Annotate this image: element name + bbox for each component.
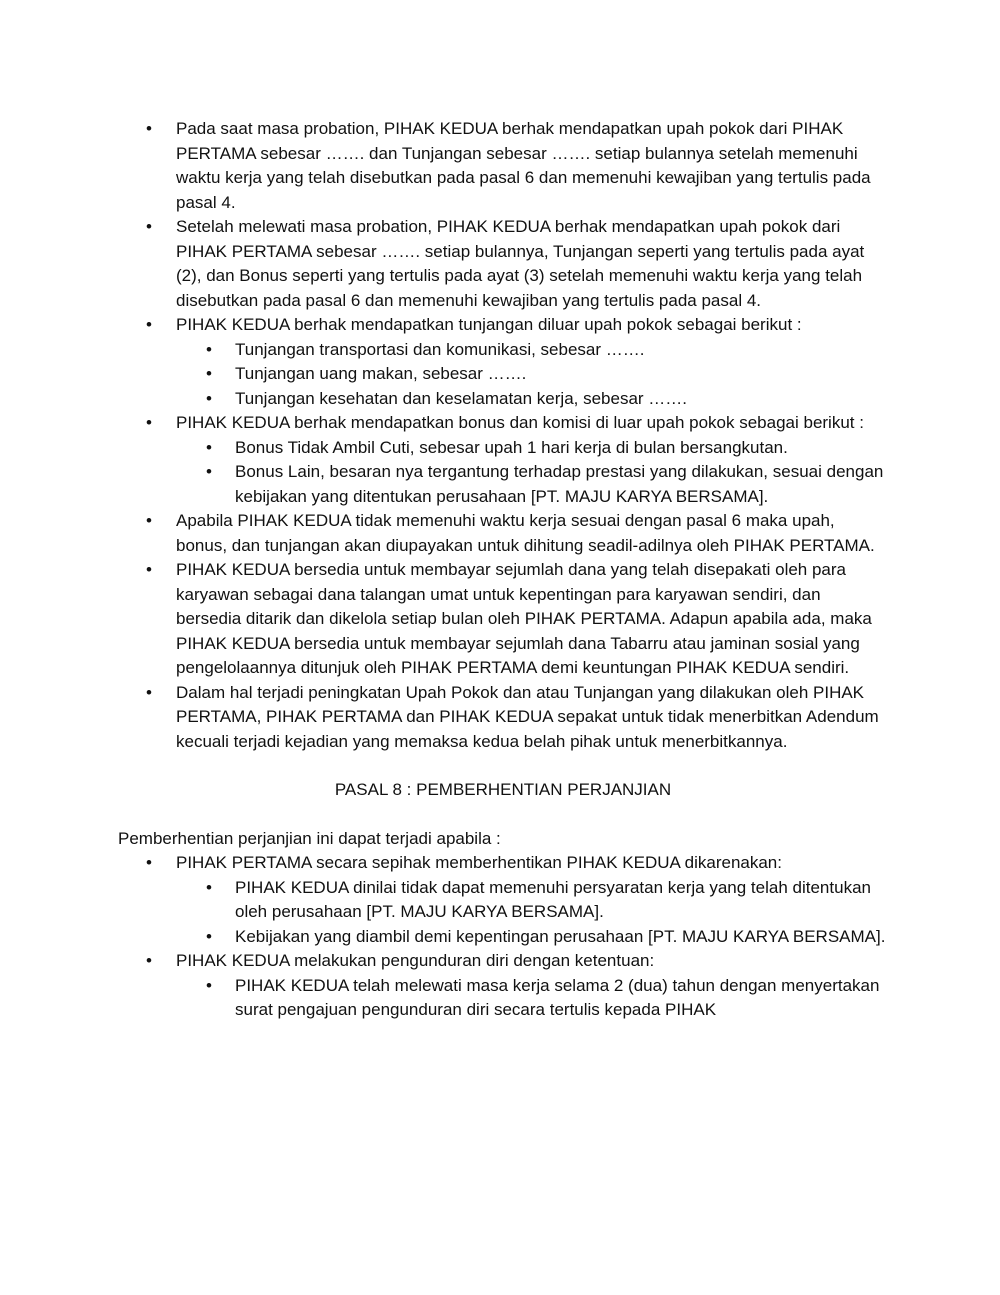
sublist-item-text: PIHAK KEDUA telah melewati masa kerja selama 2 (dua) tahun dengan menyertakan surat pengajuan pengunduran diri secara tertulis kepada PIHAK <box>235 975 880 1019</box>
sublist-item <box>176 460 888 509</box>
list-item <box>118 215 888 313</box>
pengunduran-sublist <box>176 974 888 1023</box>
pemberhentian-sublist <box>176 876 888 950</box>
tunjangan-sublist <box>176 338 888 412</box>
sublist-item-text: Tunjangan uang makan, sebesar ……. <box>235 364 527 383</box>
sublist-item-text: Tunjangan kesehatan dan keselamatan kerja, sebesar ……. <box>235 388 688 408</box>
section-intro: Pemberhentian perjanjian ini dapat terjadi apabila : <box>118 828 501 848</box>
sublist-item <box>176 436 888 461</box>
list-item-text: Pada saat masa probation, PIHAK KEDUA berhak mendapatkan upah pokok dari PIHAK PERTAMA sebesar ……. dan Tunjangan sebesar ……. setiap bulannya setelah memenuhi waktu kerja yang telah disebutkan pada pasal 6 dan memenuhi kewajiban yang tertulis pada pasal 4. <box>176 119 871 212</box>
list-item-text: PIHAK KEDUA bersedia untuk membayar sejumlah dana yang telah disepakati oleh para karyawan sebagai dana talangan umat untuk kepentingan para karyawan sendiri, dan bersedia ditarik dan dikelola setiap bulan oleh PIHAK PERTAMA. Adapun apabila ada, maka PIHAK KEDUA bersedia untuk membayar sejumlah dana Tabarru atau jaminan sosial yang pengelolaannya ditunjuk oleh PIHAK PERTAMA demi keuntungan PIHAK KEDUA sendiri. <box>176 560 872 677</box>
document-content <box>118 117 888 1023</box>
list-item <box>118 411 888 509</box>
list-item-text: Apabila PIHAK KEDUA tidak memenuhi waktu kerja sesuai dengan pasal 6 maka upah, bonus, dan tunjangan akan diupayakan untuk dihitung seadil-adilnya oleh PIHAK PERTAMA. <box>176 511 875 555</box>
sublist-item-text: Bonus Tidak Ambil Cuti, sebesar upah 1 hari kerja di bulan bersangkutan. <box>235 437 788 457</box>
bonus-sublist <box>176 436 888 510</box>
sublist-item <box>176 362 888 387</box>
sublist-item-text: PIHAK KEDUA dinilai tidak dapat memenuhi persyaratan kerja yang telah ditentukan oleh perusahaan [PT. MAJU KARYA BERSAMA]. <box>235 877 871 921</box>
section-heading: PASAL 8 : PEMBERHENTIAN PERJANJIAN <box>334 780 672 799</box>
list-item <box>118 558 888 681</box>
list-item <box>118 949 888 1023</box>
sublist-item-text: Tunjangan transportasi dan komunikasi, sebesar ……. <box>235 339 645 359</box>
list-item <box>118 851 888 949</box>
sublist-item <box>176 974 888 1023</box>
sublist-item <box>176 876 888 925</box>
list-item <box>118 313 888 411</box>
list-item-text: Setelah melewati masa probation, PIHAK KEDUA berhak mendapatkan upah pokok dari PIHAK PERTAMA sebesar ……. setiap bulannya, Tunjangan seperti yang tertulis pada ayat (2), dan Bonus seperti yang tertulis pada ayat (3) setelah memenuhi waktu kerja yang telah disebutkan pada pasal 6 dan memenuhi kewajiban yang tertulis pada pasal 4. <box>176 217 865 310</box>
list-item-text: Dalam hal terjadi peningkatan Upah Pokok dan atau Tunjangan yang dilakukan oleh PIHAK PERTAMA, PIHAK PERTAMA dan PIHAK KEDUA sepakat untuk tidak menerbitkan Adendum kecuali terjadi kejadian yang memaksa kedua belah pihak untuk menerbitkannya. <box>176 682 879 751</box>
list-item-text: PIHAK PERTAMA secara sepihak memberhentikan PIHAK KEDUA dikarenakan: <box>176 853 782 872</box>
sublist-item <box>176 925 888 950</box>
sublist-item-text: Bonus Lain, besaran nya tergantung terhadap prestasi yang dilakukan, sesuai dengan kebijakan yang ditentukan perusahaan [PT. MAJU KARYA BERSAMA]. <box>235 462 884 506</box>
upah-list <box>118 117 888 754</box>
list-item <box>118 117 888 215</box>
list-item <box>118 681 888 755</box>
pemberhentian-list <box>118 851 888 1023</box>
sublist-item <box>176 338 888 363</box>
list-item <box>118 509 888 558</box>
list-item-text: PIHAK KEDUA berhak mendapatkan tunjangan diluar upah pokok sebagai berikut : <box>176 315 802 334</box>
list-item-text: PIHAK KEDUA berhak mendapatkan bonus dan komisi di luar upah pokok sebagai berikut : <box>176 413 864 432</box>
sublist-item <box>176 387 888 412</box>
list-item-text: PIHAK KEDUA melakukan pengunduran diri dengan ketentuan: <box>176 951 655 970</box>
sublist-item-text: Kebijakan yang diambil demi kepentingan perusahaan [PT. MAJU KARYA BERSAMA]. <box>235 926 886 946</box>
